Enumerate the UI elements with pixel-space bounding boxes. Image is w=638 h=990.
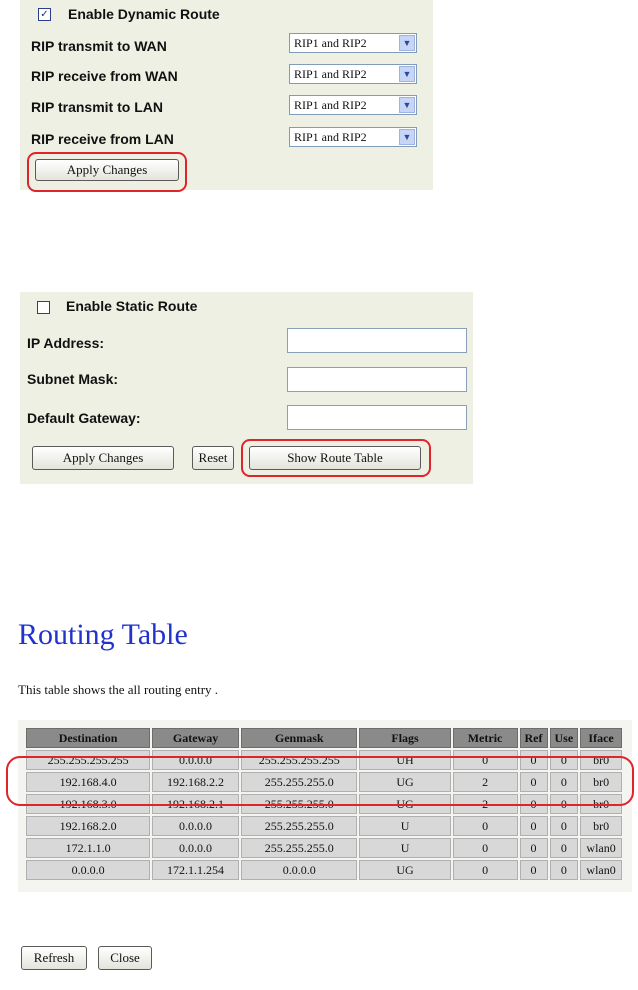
cell-genmask: 255.255.255.0: [241, 816, 358, 836]
cell-use: 0: [550, 794, 579, 814]
enable-static-route-checkbox[interactable]: [37, 301, 50, 314]
routing-table-description: This table shows the all routing entry .: [18, 682, 219, 697]
enable-static-route-label: Enable Static Route: [66, 298, 198, 314]
chevron-down-icon[interactable]: ▼: [399, 35, 415, 51]
cell-ref: 0: [520, 794, 548, 814]
cell-iface: br0: [580, 750, 622, 770]
table-row: [26, 838, 622, 858]
rip-receive-lan-value: RIP1 and RIP2: [294, 130, 367, 144]
cell-flags: UH: [359, 750, 450, 770]
table-row: [26, 772, 622, 792]
column-header: Metric: [453, 728, 518, 748]
table-row: [26, 750, 622, 770]
static-apply-changes-button[interactable]: Apply Changes: [32, 446, 174, 470]
cell-destination: 255.255.255.255: [26, 750, 150, 770]
subnet-mask-label: Subnet Mask:: [27, 371, 119, 387]
default-gateway-label: Default Gateway:: [27, 410, 141, 426]
cell-gateway: 172.1.1.254: [152, 860, 239, 880]
cell-use: 0: [550, 816, 579, 836]
cell-gateway: 192.168.2.1: [152, 794, 239, 814]
routing-table: [24, 726, 624, 882]
rip-transmit-lan-value: RIP1 and RIP2: [294, 98, 367, 112]
cell-gateway: 0.0.0.0: [152, 816, 239, 836]
cell-iface: wlan0: [580, 838, 622, 858]
cell-iface: wlan0: [580, 860, 622, 880]
cell-metric: 0: [453, 838, 518, 858]
cell-genmask: 255.255.255.0: [241, 838, 358, 858]
cell-iface: br0: [580, 794, 622, 814]
cell-destination: 192.168.4.0: [26, 772, 150, 792]
cell-destination: 192.168.3.0: [26, 794, 150, 814]
rip-transmit-wan-value: RIP1 and RIP2: [294, 36, 367, 50]
cell-metric: 0: [453, 750, 518, 770]
cell-use: 0: [550, 860, 579, 880]
cell-ref: 0: [520, 860, 548, 880]
column-header: Flags: [359, 728, 450, 748]
cell-metric: 0: [453, 860, 518, 880]
rip-receive-wan-label: RIP receive from WAN: [31, 68, 178, 84]
rip-receive-wan-value: RIP1 and RIP2: [294, 67, 367, 81]
cell-ref: 0: [520, 772, 548, 792]
cell-genmask: 255.255.255.0: [241, 794, 358, 814]
cell-iface: br0: [580, 772, 622, 792]
cell-iface: br0: [580, 816, 622, 836]
cell-metric: 2: [453, 794, 518, 814]
rip-receive-wan-select[interactable]: [289, 64, 417, 84]
rip-receive-lan-label: RIP receive from LAN: [31, 131, 174, 147]
cell-flags: UG: [359, 794, 450, 814]
column-header: Gateway: [152, 728, 239, 748]
cell-flags: U: [359, 816, 450, 836]
cell-destination: 192.168.2.0: [26, 816, 150, 836]
ip-address-label: IP Address:: [27, 335, 105, 351]
chevron-down-icon[interactable]: ▼: [399, 129, 415, 145]
cell-metric: 0: [453, 816, 518, 836]
reset-button[interactable]: Reset: [192, 446, 234, 470]
cell-use: 0: [550, 838, 579, 858]
close-button[interactable]: Close: [98, 946, 152, 970]
column-header: Iface: [580, 728, 622, 748]
cell-metric: 2: [453, 772, 518, 792]
cell-gateway: 0.0.0.0: [152, 838, 239, 858]
table-row: [26, 816, 622, 836]
rip-transmit-wan-select[interactable]: [289, 33, 417, 53]
cell-destination: 172.1.1.0: [26, 838, 150, 858]
chevron-down-icon[interactable]: ▼: [399, 66, 415, 82]
cell-genmask: 255.255.255.0: [241, 772, 358, 792]
rip-transmit-wan-label: RIP transmit to WAN: [31, 38, 167, 54]
cell-gateway: 192.168.2.2: [152, 772, 239, 792]
column-header: Use: [550, 728, 579, 748]
show-route-table-button[interactable]: Show Route Table: [249, 446, 421, 470]
cell-destination: 0.0.0.0: [26, 860, 150, 880]
refresh-button[interactable]: Refresh: [21, 946, 87, 970]
routing-table-title: Routing Table: [18, 618, 188, 651]
rip-transmit-lan-select[interactable]: [289, 95, 417, 115]
column-header: Genmask: [241, 728, 358, 748]
cell-flags: U: [359, 838, 450, 858]
table-row: [26, 794, 622, 814]
cell-ref: 0: [520, 838, 548, 858]
cell-ref: 0: [520, 816, 548, 836]
ip-address-input[interactable]: [287, 328, 467, 353]
enable-dynamic-route-label: Enable Dynamic Route: [68, 6, 220, 22]
subnet-mask-input[interactable]: [287, 367, 467, 392]
cell-genmask: 255.255.255.255: [241, 750, 358, 770]
cell-flags: UG: [359, 772, 450, 792]
dynamic-apply-changes-button[interactable]: Apply Changes: [35, 159, 179, 181]
enable-dynamic-route-checkbox[interactable]: ✓: [38, 8, 51, 21]
cell-genmask: 0.0.0.0: [241, 860, 358, 880]
cell-use: 0: [550, 772, 579, 792]
rip-transmit-lan-label: RIP transmit to LAN: [31, 99, 163, 115]
cell-flags: UG: [359, 860, 450, 880]
chevron-down-icon[interactable]: ▼: [399, 97, 415, 113]
column-header: Ref: [520, 728, 548, 748]
rip-receive-lan-select[interactable]: [289, 127, 417, 147]
cell-use: 0: [550, 750, 579, 770]
default-gateway-input[interactable]: [287, 405, 467, 430]
cell-gateway: 0.0.0.0: [152, 750, 239, 770]
table-header-row: [26, 728, 622, 748]
cell-ref: 0: [520, 750, 548, 770]
column-header: Destination: [26, 728, 150, 748]
table-row: [26, 860, 622, 880]
